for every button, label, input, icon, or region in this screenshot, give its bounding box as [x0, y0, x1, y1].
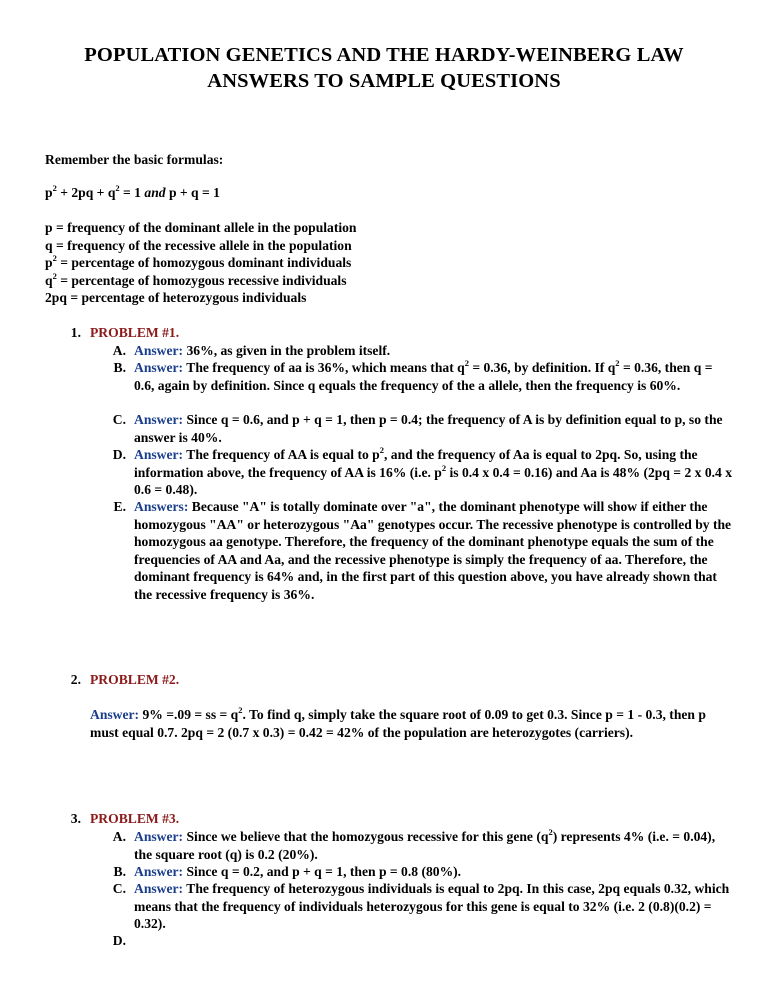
title-line-2: ANSWERS TO SAMPLE QUESTIONS — [207, 70, 561, 92]
problem-1-a-letter: A. — [112, 343, 126, 358]
problem-2-answer: Answer: 9% =.09 = ss = $q^2$. To find q, simply take the square root of 0.09 to get 0.3. Since p = 1 - 0.3, then p must equal 0.7. 2pq = 2 (0.7 x 0.3) = 0.42 = 42% of the population are heterozygotes (carriers). — [90, 705, 706, 740]
definition-q2: $q^2$ = percentage of homozygous recessive individuals — [45, 270, 347, 288]
problem-3-c-letter: C. — [112, 881, 126, 896]
problem-3-a-letter: A. — [112, 829, 126, 844]
problem-1-number: 1. — [70, 325, 81, 340]
formula-and: and — [144, 185, 166, 200]
title-line-1: POPULATION GENETICS AND THE HARDY-WEINBERG LAW — [84, 44, 684, 66]
problem-3-number: 3. — [70, 811, 81, 826]
definition-2pq: 2pq = percentage of heterozygous individuals — [45, 290, 307, 305]
problem-2-heading: PROBLEM #2. — [90, 672, 180, 687]
definition-p2: $p^2$ = percentage of homozygous dominant individuals — [45, 253, 352, 270]
document-title — [30, 42, 738, 94]
definition-q: q = frequency of the recessive allele in the population — [45, 237, 352, 253]
problem-3-heading: PROBLEM #3. — [90, 811, 180, 826]
problem-1-answer-c: Answer: Since q = 0.6, and p + q = 1, then p = 0.4; the frequency of A is by definition equal to p, so the answer is 40%. — [134, 412, 723, 445]
definition-p: p = frequency of the dominant allele in the population — [45, 220, 357, 235]
problem-3-answer-a: Answer: Since we believe that the homozygous recessive for this gene $(q^2)$ represents 4% (i.e. = 0.04), the square root (q) is 0.2 (20%). — [134, 827, 716, 862]
definitions-list — [45, 219, 735, 307]
problem-1-answer-e: Answers: Because "A" is totally dominate over "a", the dominant phenotype will show if either the homozygous "AA" or heterozygous "Aa" genotypes occur. The recessive phenotype is controlled by the homozygous aa genotype. Therefore, the frequency of the dominant phenotype equals the sum of the frequencies of AA and Aa, and the recessive phenotype is simply the frequency of aa. Therefore, the dominant frequency is 64% and, in the first part of this question above, you have already shown that the recessive frequency is 36%. — [134, 499, 732, 602]
problem-1-answer-d: Answer: The frequency of AA is equal to $p^2$, and the frequency of Aa is equal to 2pq. So, using the information above, the frequency of AA is 16% (i.e. $p^2$ is 0.4 x 0.4 = 0.16) and Aa is 48% (2pq = 2 x 0.4 x 0.6 = 0.48). — [134, 445, 733, 497]
problem-1-b-letter: B. — [113, 360, 126, 375]
intro-section — [45, 151, 735, 169]
remember-text: Remember the basic formulas: — [45, 152, 224, 167]
problem-2-number: 2. — [70, 672, 81, 687]
problem-3-b-letter: B. — [113, 864, 126, 879]
problem-1-c-letter: C. — [112, 412, 126, 427]
problem-3-answer-c: Answer: The frequency of heterozygous individuals is equal to 2pq. In this case, 2pq equals 0.32, which means that the frequency of individuals heterozygous for this gene is equal to 32% (i.e. 2 (0.8)(0.2) = 0.32). — [134, 881, 730, 931]
problem-1-heading: PROBLEM #1. — [90, 325, 180, 340]
problem-3-answer-b: Answer: Since q = 0.2, and p + q = 1, then p = 0.8 (80%). — [134, 864, 462, 879]
problem-1-e-letter: E. — [113, 499, 126, 514]
problem-1-answer-a: Answer: 36%, as given in the problem itself. — [134, 343, 391, 358]
problem-1-d-letter: D. — [112, 447, 126, 462]
formula-line: $p^2 + 2pq + q^2 = 1$ and p + q = 1 — [45, 183, 220, 200]
problem-1-answer-b: Answer: The frequency of aa is 36%, which means that $q^2 = 0.36$, by definition. If $q^2 = 0.36$, then q = 0.6, again by definition. Since q equals the frequency of the a allele, then the frequency is 60%. — [134, 358, 713, 393]
problem-3-d-letter: D. — [112, 933, 126, 948]
